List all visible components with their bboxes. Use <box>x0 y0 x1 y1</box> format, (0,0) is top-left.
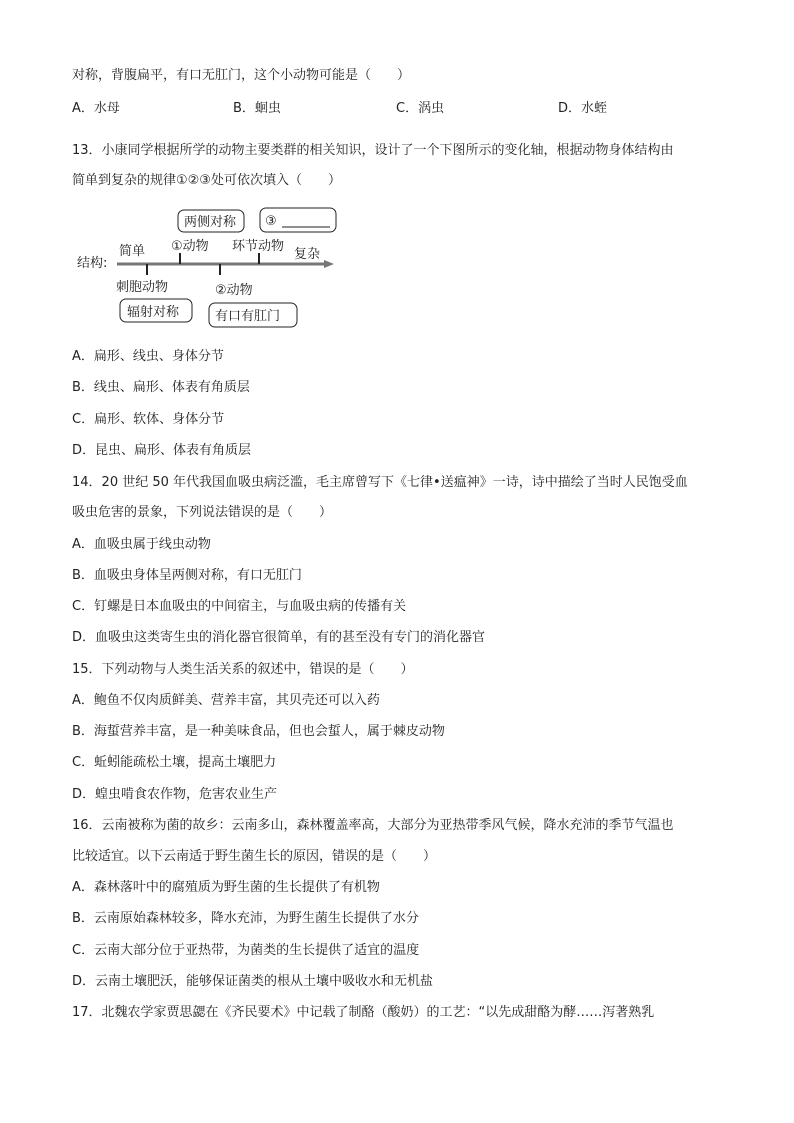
q13-option-b: B．线虫、扁形、体表有角质层 <box>72 380 250 395</box>
q16-option-a: A．森林落叶中的腐殖质为野生菌的生长提供了有机物 <box>72 880 380 895</box>
q13-stem-line-2: 简单到复杂的规律①②③处可依次填入（ ） <box>72 173 341 188</box>
q12-option-b: B．蛔虫 <box>233 101 281 116</box>
axis-arrowhead <box>324 260 334 268</box>
q14-option-b: B．血吸虫身体呈两侧对称，有口无肛门 <box>72 568 302 583</box>
box-anus-text: 有口有肛门 <box>215 309 281 324</box>
q14-option-d: D．血吸虫这类寄生虫的消化器官很简单，有的甚至没有专门的消化器官 <box>72 630 486 645</box>
q15-option-c: C．蚯蚓能疏松土壤，提高土壤肥力 <box>72 755 277 770</box>
q13-option-a: A．扁形、线虫、身体分节 <box>72 349 224 364</box>
q14-stem-line-1: 14．20 世纪 50 年代我国血吸虫病泛滥，毛主席曾写下《七律•送瘟神》一诗，诗中描绘了当时人民饱受血 <box>72 475 688 490</box>
q15-option-d: D．蝗虫啃食农作物，危害农业生产 <box>72 787 278 802</box>
q17-stem-line-1: 17．北魏农学家贾思勰在《齐民要术》中记载了制酪（酸奶）的工艺：“以先成甜酪为酵……泻著熟乳 <box>72 1005 655 1020</box>
label-simple: 简单 <box>119 244 146 259</box>
q15-option-b: B．海蜇营养丰富，是一种美味食品，但也会蜇人，属于棘皮动物 <box>72 724 445 739</box>
axis-diagram-svg <box>72 203 342 333</box>
label-cnidaria: 刺胞动物 <box>116 280 169 295</box>
label-animal-2: ②动物 <box>215 283 253 298</box>
q16-option-d: D．云南土壤肥沃，能够保证菌类的根从土壤中吸收水和无机盐 <box>72 974 434 989</box>
q16-stem-line-2: 比较适宜。以下云南适于野生菌生长的原因，错误的是（ ） <box>72 849 437 864</box>
q12-option-a: A．水母 <box>72 101 120 116</box>
q15-stem: 15．下列动物与人类生活关系的叙述中，错误的是（ ） <box>72 662 414 677</box>
q16-option-c: C．云南大部分位于亚热带，为菌类的生长提供了适宜的温度 <box>72 943 420 958</box>
q12-option-d: D．水蛭 <box>558 101 608 116</box>
q13-option-d: D．昆虫、扁形、体表有角质层 <box>72 443 252 458</box>
label-animal-1: ①动物 <box>171 239 209 254</box>
label-annelid: 环节动物 <box>232 239 285 254</box>
q13-structure-axis-diagram <box>72 203 342 333</box>
q16-stem-line-1: 16．云南被称为菌的故乡：云南多山，森林覆盖率高，大部分为亚热带季风气候，降水充沛的季节气温也 <box>72 818 674 833</box>
q13-stem-line-1: 13．小康同学根据所学的动物主要类群的相关知识，设计了一个下图所示的变化轴，根据动物身体结构由 <box>72 143 674 158</box>
q13-option-c: C．扁形、软体、身体分节 <box>72 412 225 427</box>
label-complex: 复杂 <box>294 247 321 262</box>
q14-option-c: C．钉螺是日本血吸虫的中间宿主，与血吸虫病的传播有关 <box>72 599 407 614</box>
box-blank-3-text: ③ <box>265 214 277 229</box>
q15-option-a: A．鲍鱼不仅肉质鲜美、营养丰富，其贝壳还可以入药 <box>72 693 380 708</box>
q12-option-c: C．涡虫 <box>396 101 445 116</box>
q16-option-b: B．云南原始森林较多，降水充沛，为野生菌生长提供了水分 <box>72 911 419 926</box>
q12-stem: 对称，背腹扁平，有口无肛门，这个小动物可能是（ ） <box>72 68 411 83</box>
box-bilateral-text: 两侧对称 <box>184 215 237 230</box>
box-radial-text: 辐射对称 <box>127 305 180 320</box>
q14-option-a: A．血吸虫属于线虫动物 <box>72 537 211 552</box>
q14-stem-line-2: 吸虫危害的景象，下列说法错误的是（ ） <box>72 505 333 520</box>
axis-label: 结构: <box>77 256 108 271</box>
